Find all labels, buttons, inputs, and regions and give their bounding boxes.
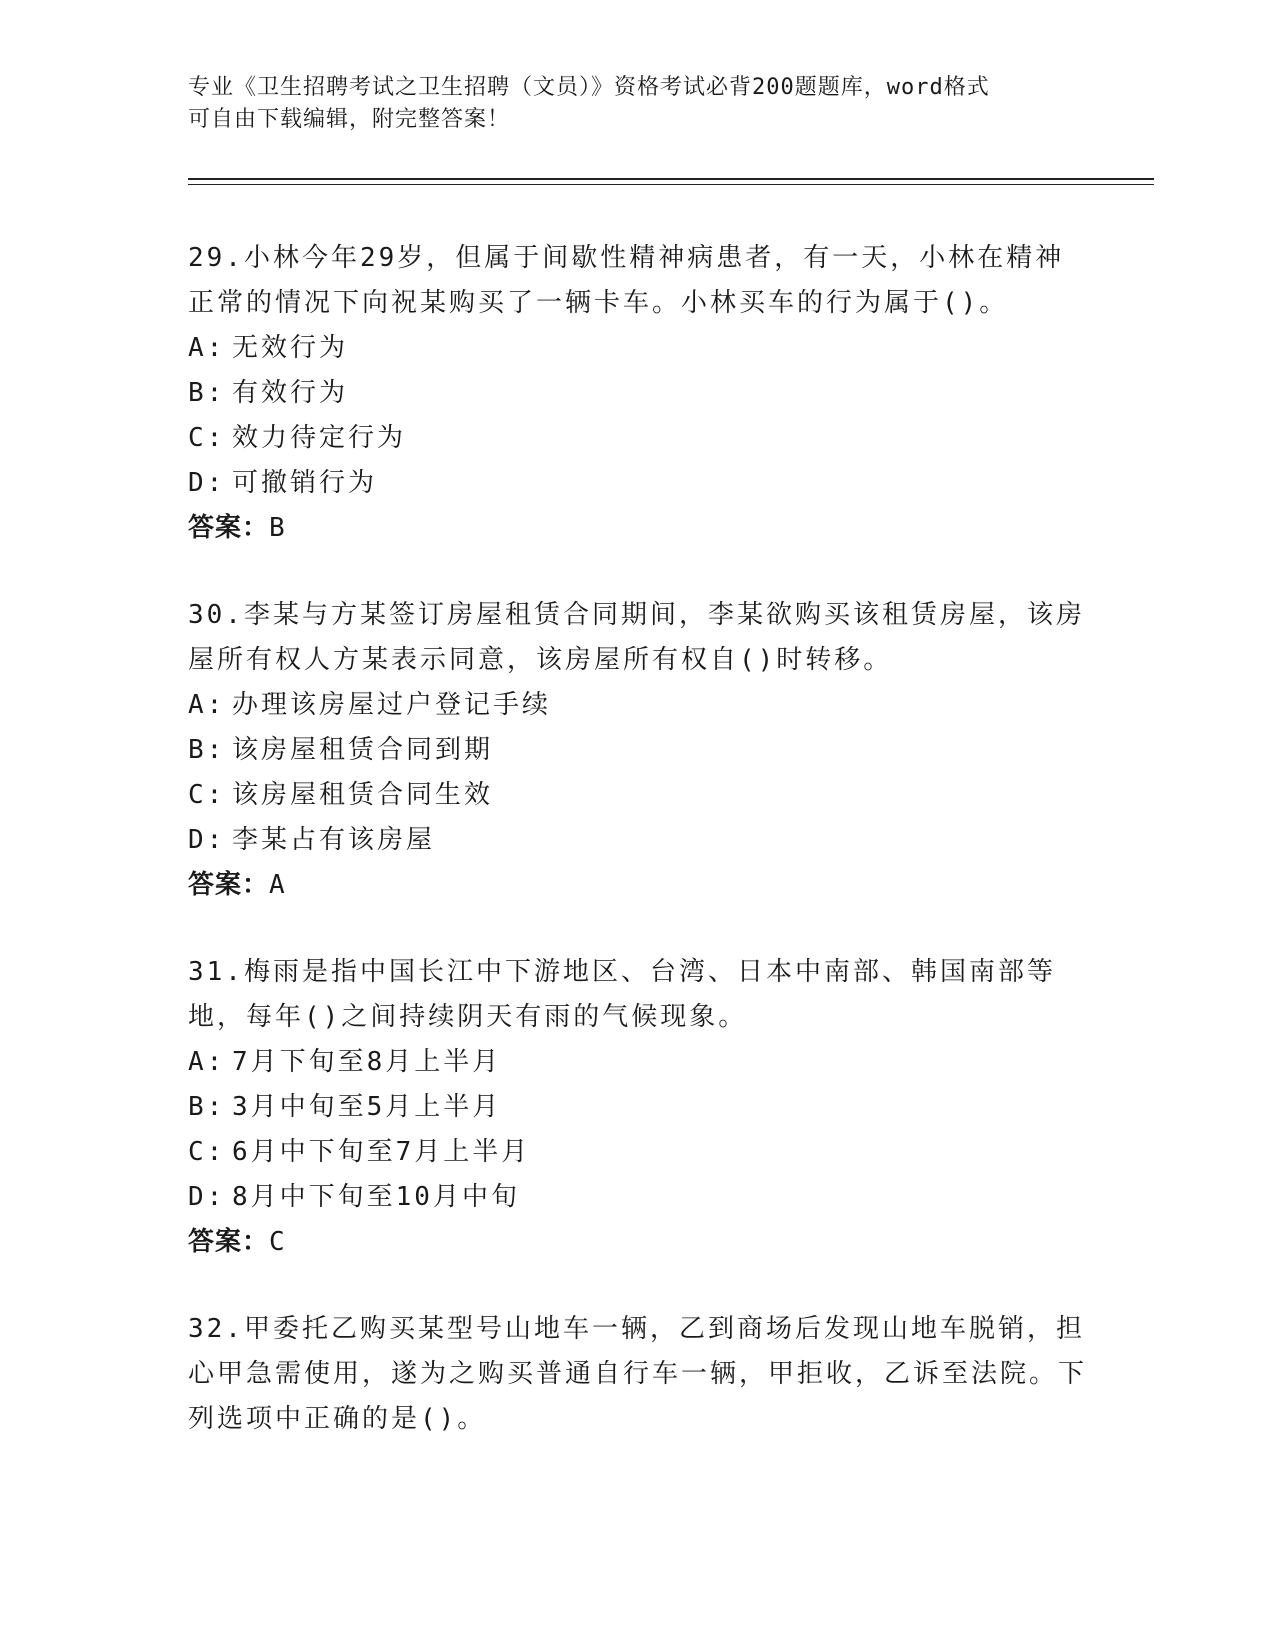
option-d	[188, 1175, 1088, 1220]
answer-value: B	[269, 513, 286, 543]
document-header	[188, 72, 1088, 136]
option-key: C:	[188, 780, 226, 810]
option-text: 效力待定行为	[232, 423, 407, 453]
option-key: D:	[188, 825, 226, 855]
option-text: 3月中旬至5月上半月	[232, 1092, 502, 1122]
option-a	[188, 683, 1088, 728]
answer-label: 答案：	[188, 513, 270, 543]
option-key: A:	[188, 333, 226, 363]
option-text: 该房屋租赁合同到期	[232, 735, 494, 765]
answer-value: C	[269, 1227, 286, 1257]
option-text: 有效行为	[232, 378, 349, 408]
option-key: D:	[188, 468, 226, 498]
question-stem: 32.甲委托乙购买某型号山地车一辆，乙到商场后发现山地车脱销，担心甲急需使用，遂为之购买普通自行车一辆，甲拒收，乙诉至法院。下列选项中正确的是()。	[188, 1314, 1088, 1434]
question-list	[188, 236, 1088, 1484]
question-stem: 31.梅雨是指中国长江中下游地区、台湾、日本中南部、韩国南部等地，每年()之间持续阴天有雨的气候现象。	[188, 957, 1056, 1032]
option-d	[188, 818, 1088, 863]
option-text: 可撤销行为	[232, 468, 378, 498]
option-b	[188, 371, 1088, 416]
option-c	[188, 773, 1088, 818]
option-text: 李某占有该房屋	[232, 825, 436, 855]
question-31	[188, 950, 1088, 1265]
option-key: C:	[188, 1137, 226, 1167]
answer-label: 答案：	[188, 1227, 270, 1257]
option-b	[188, 728, 1088, 773]
header-title-line-2: 可自由下载编辑，附完整答案！	[188, 107, 511, 132]
answer-line	[188, 1220, 1088, 1265]
option-key: B:	[188, 378, 226, 408]
option-key: A:	[188, 1047, 226, 1077]
option-key: B:	[188, 1092, 226, 1122]
option-key: D:	[188, 1182, 226, 1212]
option-key: A:	[188, 690, 226, 720]
answer-line	[188, 863, 1088, 908]
header-divider-thin	[188, 184, 1154, 185]
option-text: 7月下旬至8月上半月	[232, 1047, 502, 1077]
answer-value: A	[269, 870, 286, 900]
option-c	[188, 416, 1088, 461]
option-a	[188, 1040, 1088, 1085]
option-text: 该房屋租赁合同生效	[232, 780, 494, 810]
question-32	[188, 1307, 1088, 1442]
option-c	[188, 1130, 1088, 1175]
option-text: 6月中下旬至7月上半月	[232, 1137, 531, 1167]
option-text: 8月中下旬至10月中旬	[232, 1182, 520, 1212]
question-29	[188, 236, 1088, 551]
option-d	[188, 461, 1088, 506]
header-title-line-1: 专业《卫生招聘考试之卫生招聘（文员）》资格考试必背200题题库，word格式	[188, 75, 990, 100]
option-a	[188, 326, 1088, 371]
option-key: C:	[188, 423, 226, 453]
question-30	[188, 593, 1088, 908]
question-stem: 29.小林今年29岁，但属于间歇性精神病患者，有一天，小林在精神正常的情况下向祝某购买了一辆卡车。小林买车的行为属于()。	[188, 243, 1065, 318]
option-text: 办理该房屋过户登记手续	[232, 690, 552, 720]
question-stem: 30.李某与方某签订房屋租赁合同期间，李某欲购买该租赁房屋，该房屋所有权人方某表示同意，该房屋所有权自()时转移。	[188, 600, 1085, 675]
answer-label: 答案：	[188, 870, 270, 900]
answer-line	[188, 506, 1088, 551]
option-text: 无效行为	[232, 333, 349, 363]
option-b	[188, 1085, 1088, 1130]
option-key: B:	[188, 735, 226, 765]
header-divider	[188, 178, 1154, 180]
